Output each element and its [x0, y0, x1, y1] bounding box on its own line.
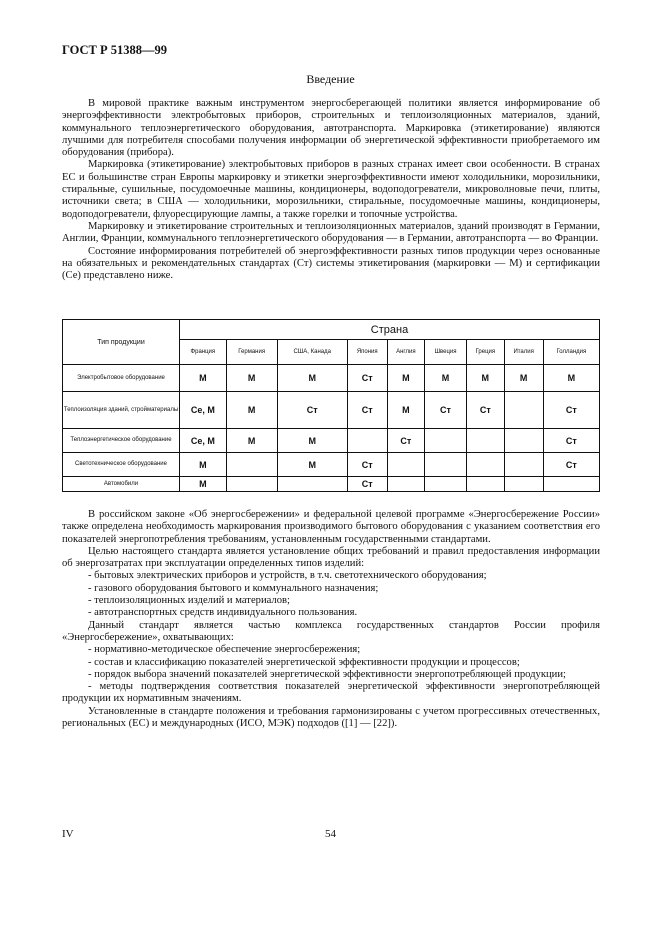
table-cell [387, 453, 424, 477]
table-cell [425, 453, 467, 477]
table-cell [347, 429, 387, 453]
table-cell: Ст [425, 392, 467, 429]
country-column: Греция [466, 340, 504, 365]
page-number: 54 [325, 828, 336, 840]
table-cell [504, 392, 543, 429]
intro-paragraph: Маркировку и этикетирование строительных и теплоизоляционных материалов, зданий производят в Германии, Англии, Франции, коммунального теплоэнергетического оборудования — в Германии, автотранспорта — во Франции. [62, 220, 600, 245]
country-column: Италия [504, 340, 543, 365]
country-column: Франция [180, 340, 227, 365]
table-cell [425, 429, 467, 453]
table-cell: М [180, 365, 227, 392]
table-cell [504, 477, 543, 492]
list-item: - газового оборудования бытового и коммунального назначения; [88, 582, 379, 594]
table-cell [466, 429, 504, 453]
energy-labeling-table [62, 319, 600, 492]
table-cell: М [180, 453, 227, 477]
country-column: Швеция [425, 340, 467, 365]
list-item: - нормативно-методическое обеспечение энергосбережения; [88, 644, 361, 656]
table-cell: М [425, 365, 467, 392]
table-cell: Ст [543, 453, 599, 477]
table-cell [466, 477, 504, 492]
body-paragraph: Данный стандарт является частью комплекса государственных стандартов России профиля «Энергосбережение», охватывающих: [62, 619, 600, 643]
table-cell: М [226, 392, 277, 429]
country-column: Англия [387, 340, 424, 365]
table-row [63, 453, 600, 477]
country-column: Голландия [543, 340, 599, 365]
intro-paragraph: Состояние информирования потребителей об энергоэффективности разных типов продукции через основанные на обязательных и рекомендательных стандартах (Ст) системы этикетирования (маркировки — М) и сертификации (Се) представлено ниже. [62, 245, 600, 282]
table-cell: М [277, 429, 347, 453]
table-cell: М [387, 365, 424, 392]
table-cell [504, 453, 543, 477]
country-column: США, Канада [277, 340, 347, 365]
list-item: - состав и классификацию показателей энергетической эффективности продукции и процессов; [88, 656, 520, 668]
table-cell: Ст [466, 392, 504, 429]
table-cell [466, 453, 504, 477]
list-item: - методы подтверждения соответствия показателей энергетической эффективности энергопотребляющей продукции их нормативным значениям. [62, 681, 600, 705]
table-row [63, 477, 600, 492]
table-cell: Ст [277, 392, 347, 429]
table-cell [425, 477, 467, 492]
table-cell: М [277, 453, 347, 477]
table-cell: М [466, 365, 504, 392]
product-type-header: Тип продукции [63, 320, 180, 365]
footer-roman-page: IV [62, 828, 74, 840]
table-cell: М [543, 365, 599, 392]
table-cell: М [504, 365, 543, 392]
row-label: Теплоизоляция зданий, стройматериалы [63, 392, 180, 429]
document-header: ГОСТ Р 51388—99 [62, 43, 168, 57]
table-cell: Ст [387, 429, 424, 453]
country-column: Япония [347, 340, 387, 365]
row-label: Теплоэнергетическое оборудование [63, 429, 180, 453]
country-column: Германия [226, 340, 277, 365]
list-item: - бытовых электрических приборов и устройств, в т.ч. светотехнического оборудования; [88, 570, 487, 582]
table-cell [387, 477, 424, 492]
section-title: Введение [306, 72, 355, 86]
intro-text [62, 98, 600, 282]
table-cell [504, 429, 543, 453]
table-cell [277, 477, 347, 492]
table-row [63, 392, 600, 429]
row-label: Светотехническое оборудование [63, 453, 180, 477]
table-cell [226, 477, 277, 492]
intro-paragraph: В мировой практике важным инструментом энергосберегающей политики является информирование об энергоэффективности электробытовых приборов, строительных и теплоизоляционных материалов, зданий, коммунального теплоэнергетического оборудования, автотранспорта. Маркировка (этикетирование) являются лучшими для потребителя способами получения информации об энергетической эффективности приобретаемого им оборудования (прибора). [62, 98, 600, 159]
body-paragraph: В российском законе «Об энергосбережении» и федеральной целевой программе «Энергосбережение России» также определена необходимость маркирования производимого бытового оборудования с указанием соответствия его показателей энергопотребления требованиям, установленным государственными стандартами. [62, 509, 600, 545]
intro-paragraph: Маркировка (этикетирование) электробытовых приборов в разных странах имеет свои особенности. В странах ЕС и большинстве стран Европы маркировку и этикетки энергоэффективности имеют холодильники, морозильники, стиральные, сушильные, посудомоечные машины, кондиционеры, водоподогреватели, микроволновые печи, плиты, источники света; в США — холодильники, морозильники, стиральные, посудомоечные машины, кондиционеры, водоподогреватели, флуоресцирующие лампы, а также горелки и топочные устройства. [62, 159, 600, 220]
table-cell: Ст [543, 392, 599, 429]
table-cell [543, 477, 599, 492]
table-cell: М [226, 429, 277, 453]
table-cell: Се, М [180, 392, 227, 429]
table-cell: Ст [347, 477, 387, 492]
table-row [63, 365, 600, 392]
row-label: Автомобили [63, 477, 180, 492]
list-item: - автотранспортных средств индивидуального пользования. [88, 607, 358, 619]
table-row [63, 429, 600, 453]
table-cell [226, 453, 277, 477]
table-cell: Ст [347, 453, 387, 477]
table-cell: Ст [347, 365, 387, 392]
country-header: Страна [180, 320, 600, 340]
table-cell: Се, М [180, 429, 227, 453]
table-cell: М [226, 365, 277, 392]
table-cell: М [277, 365, 347, 392]
list-item: - порядок выбора значений показателей энергетической эффективности энергопотребляющей продукции; [88, 668, 566, 680]
table-cell: Ст [543, 429, 599, 453]
table-cell: Ст [347, 392, 387, 429]
body-paragraph: Установленные в стандарте положения и требования гармонизированы с учетом прогрессивных отечественных, региональных (ЕС) и международных (ИСО, МЭК) подходов ([1] — [22]). [62, 705, 600, 730]
table-cell: М [387, 392, 424, 429]
body-paragraph: Целью настоящего стандарта является установление общих требований и правил предоставления информации об энергозатратах при эксплуатации определенных типов изделий: [62, 545, 600, 570]
body-text [62, 509, 600, 730]
row-label: Электробытовое оборудование [63, 365, 180, 392]
table-cell: М [180, 477, 227, 492]
list-item: - теплоизоляционных изделий и материалов; [88, 595, 290, 607]
